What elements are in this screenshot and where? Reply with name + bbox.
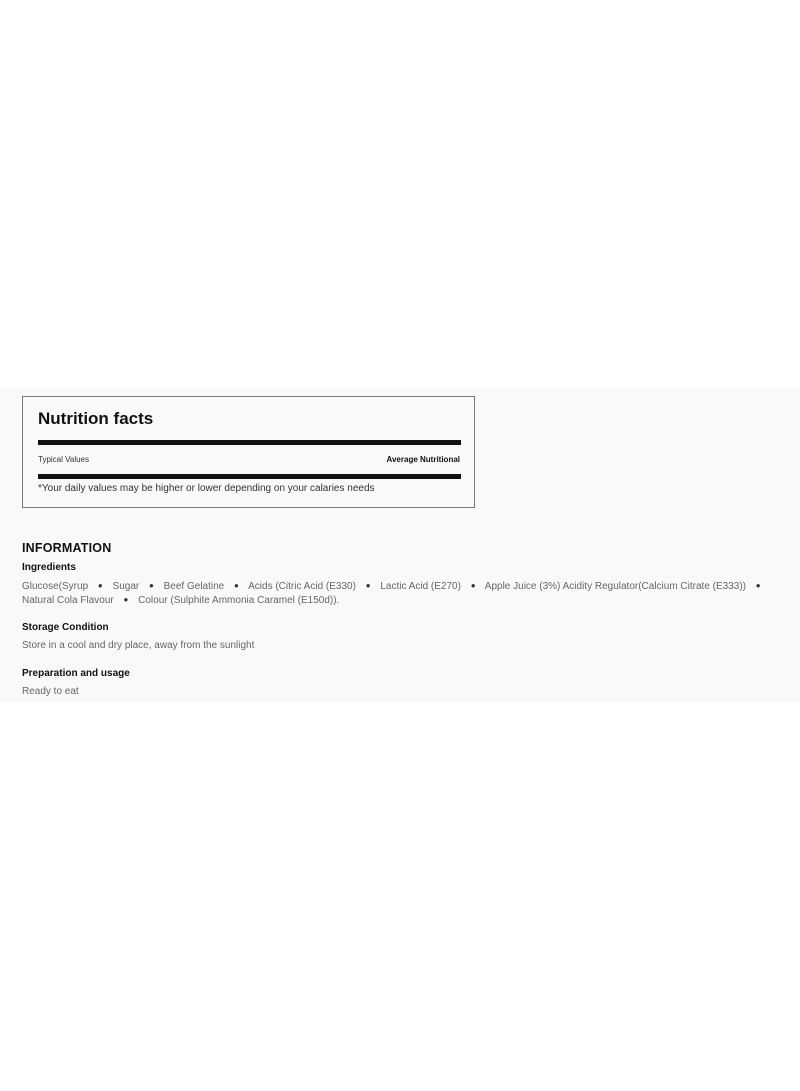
nutrition-divider-bottom	[38, 474, 461, 479]
information-heading: INFORMATION	[22, 541, 112, 555]
ingredient-item: Sugar	[112, 581, 140, 592]
bullet-separator-icon: ●	[234, 581, 239, 590]
product-details-panel	[0, 387, 800, 702]
nutrition-facts-box	[22, 396, 475, 508]
ingredients-list	[22, 579, 787, 607]
nutrition-footnote: *Your daily values may be higher or lower depending on your calaries needs	[38, 483, 375, 494]
nutrition-facts-title: Nutrition facts	[38, 409, 154, 428]
nutrition-divider-top	[38, 440, 461, 445]
typical-values-label: Typical Values	[38, 455, 89, 464]
ingredient-item: Beef Gelatine	[163, 581, 225, 592]
bullet-separator-icon: ●	[365, 581, 371, 590]
bullet-separator-icon: ●	[97, 581, 103, 590]
bullet-separator-icon: ●	[755, 581, 761, 590]
bullet-separator-icon: ●	[149, 581, 154, 590]
storage-text: Store in a cool and dry place, away from the sunlight	[22, 640, 255, 651]
storage-heading: Storage Condition	[22, 622, 109, 633]
ingredients-heading: Ingredients	[22, 562, 76, 573]
ingredient-item: Apple Juice (3%) Acidity Regulator(Calcium Citrate (E333))	[484, 581, 747, 592]
preparation-text: Ready to eat	[22, 686, 79, 697]
ingredient-item: Glucose(Syrup	[22, 581, 89, 592]
average-nutritional-label: Average Nutritional	[386, 455, 460, 464]
ingredient-item: Acids (Citric Acid (E330)	[248, 581, 356, 592]
bullet-separator-icon: ●	[123, 595, 129, 604]
ingredient-item: Colour (Sulphite Ammonia Caramel (E150d)).	[138, 595, 340, 606]
ingredient-item: Natural Cola Flavour	[22, 595, 114, 606]
ingredient-item: Lactic Acid (E270)	[380, 581, 461, 592]
preparation-heading: Preparation and usage	[22, 668, 130, 679]
bullet-separator-icon: ●	[470, 581, 476, 590]
